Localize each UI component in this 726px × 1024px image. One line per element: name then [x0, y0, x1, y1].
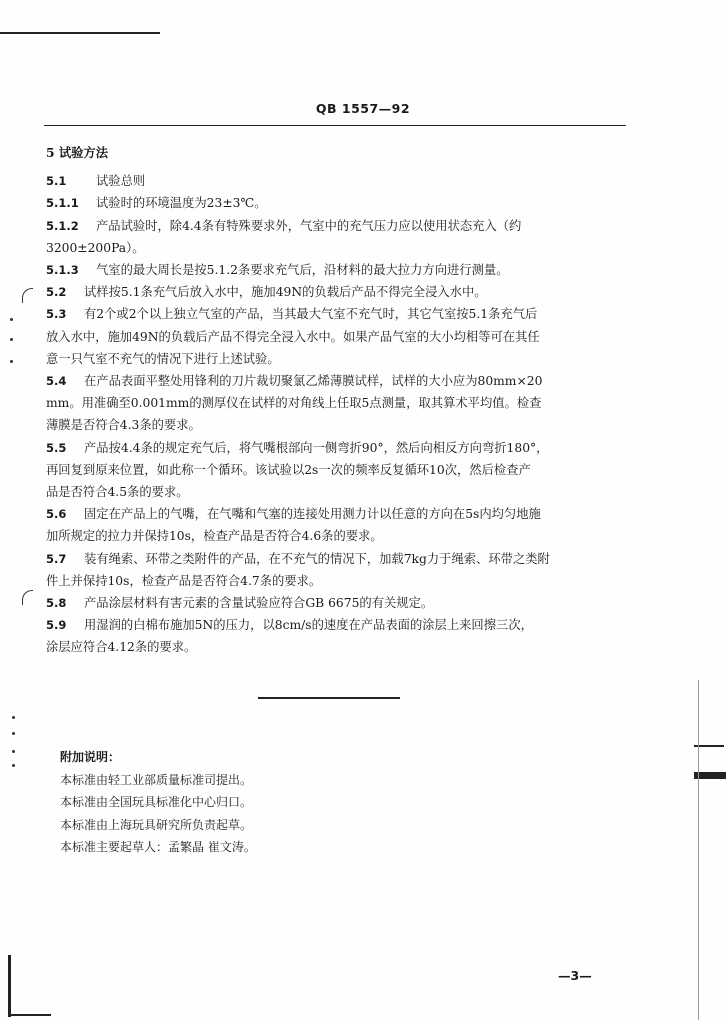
margin-mark [22, 590, 33, 605]
clause-number: 5.4 [46, 374, 67, 389]
clause-5-8 [46, 592, 622, 614]
margin-dot [12, 732, 15, 735]
standard-code-header: QB 1557—92 [315, 101, 411, 116]
clause-number: 5.1.2 [46, 218, 79, 233]
margin-dot [12, 764, 15, 767]
clause-5-1-3 [46, 259, 622, 281]
clause-text-continued: 3200±200Pa）。 [46, 240, 145, 255]
clause-5-7 [46, 548, 622, 570]
margin-mark [22, 288, 33, 303]
clause-text-continued: 件上并保持10s，检查产品是否符合4.7条的要求。 [46, 573, 322, 588]
clause-5-3 [46, 303, 622, 325]
margin-dot [10, 318, 13, 321]
margin-dot [12, 750, 15, 753]
clause-text: 试验总则 [96, 174, 146, 189]
margin-dot [12, 716, 15, 719]
header-rule [44, 125, 626, 126]
clause-text-continued: 加所规定的拉力并保持10s，检查产品是否符合4.6条的要求。 [46, 529, 383, 544]
section-title: 5 试验方法 [46, 145, 109, 160]
clause-text: 气室的最大周长是按5.1.2条要求充气后，沿材料的最大拉力方向进行测量。 [96, 263, 509, 278]
clause-5-6 [46, 503, 622, 525]
clause-text: 装有绳索、环带之类附件的产品，在不充气的情况下，加载7kg力于绳索、环带之类附 [84, 551, 550, 566]
section-body [46, 142, 622, 659]
clause-5-9 [46, 614, 622, 636]
clause-text-continued: 品是否符合4.5条的要求。 [46, 485, 189, 500]
clause-number: 5.1.1 [46, 196, 79, 211]
clause-text: 产品试验时，除4.4条有特殊要求外，气室中的充气压力应以使用状态充入（约 [96, 218, 522, 233]
clause-number: 5.3 [46, 307, 67, 322]
clause-number: 5.9 [46, 618, 67, 633]
clause-number: 5.6 [46, 507, 67, 522]
notes-line: 本标准由全国玩具标准化中心归口。 [60, 795, 253, 809]
clause-text-continued: mm。用准确至0.001mm的测厚仪在试样的对角线上任取5点测量，取其算术平均值。检查 [46, 396, 542, 411]
top-edge-rule [0, 32, 160, 34]
left-binding-edge [8, 955, 11, 1017]
clause-text: 固定在产品上的气嘴，在气嘴和气塞的连接处用测力计以任意的方向在5s内均匀地施 [84, 507, 541, 522]
clause-text-continued: 再回复到原来位置，如此称一个循环。该试验以2s一次的频率反复循环10次，然后检查产 [46, 462, 531, 477]
clause-number: 5.8 [46, 596, 67, 611]
clause-text: 有2个或2个以上独立气室的产品，当其最大气室不充气时，其它气室按5.1条充气后 [84, 307, 538, 322]
clause-text-continued: 涂层应符合4.12条的要求。 [46, 640, 197, 655]
additional-notes [60, 746, 256, 859]
end-of-text-rule [258, 697, 400, 699]
right-scan-edge [698, 680, 699, 1020]
margin-dot [10, 338, 13, 341]
clause-text-continued: 薄膜是否符合4.3条的要求。 [46, 418, 201, 433]
notes-line: 本标准由上海玩具研究所负责起草。 [60, 817, 253, 832]
page-number: —3— [558, 968, 592, 983]
clause-number: 5.5 [46, 440, 67, 455]
clause-number: 5.2 [46, 285, 67, 300]
clause-number: 5.1.3 [46, 263, 79, 278]
clause-5-5 [46, 437, 622, 459]
clause-5-1 [46, 170, 622, 192]
margin-dot [10, 360, 13, 363]
clause-text: 产品按4.4条的规定充气后，将气嘴根部向一侧弯折90°，然后向相反方向弯折180°， [84, 440, 549, 455]
clause-number: 5.7 [46, 551, 67, 566]
clause-5-4 [46, 370, 622, 392]
clause-text: 用湿润的白棉布施加5N的压力，以8cm/s的速度在产品表面的涂层上来回擦三次， [84, 618, 533, 633]
notes-title: 附加说明： [60, 750, 121, 764]
clause-5-2 [46, 281, 622, 303]
clause-text: 产品涂层材料有害元素的含量试验应符合GB 6675的有关规定。 [84, 596, 434, 611]
left-binding-edge [11, 1014, 51, 1016]
notes-line: 本标准主要起草人：孟繁晶 崔文涛。 [60, 840, 256, 854]
clause-text: 试验时的环境温度为23±3℃。 [96, 196, 267, 211]
clause-5-1-1 [46, 192, 622, 214]
clause-5-1-2 [46, 215, 622, 237]
notes-line: 本标准由轻工业部质量标准司提出。 [60, 772, 253, 787]
clause-text: 在产品表面平整处用锋利的刀片裁切聚氯乙烯薄膜试样，试样的大小应为80mm×20 [84, 374, 543, 389]
clause-text-continued: 放入水中，施加49N的负载后产品不得完全浸入水中。如果产品气室的大小均相等可在其任 [46, 329, 540, 344]
clause-number: 5.1 [46, 174, 67, 189]
clause-text: 试样按5.1条充气后放入水中，施加49N的负载后产品不得完全浸入水中。 [84, 285, 487, 300]
clause-text-continued: 意一只气室不充气的情况下进行上述试验。 [46, 351, 280, 366]
